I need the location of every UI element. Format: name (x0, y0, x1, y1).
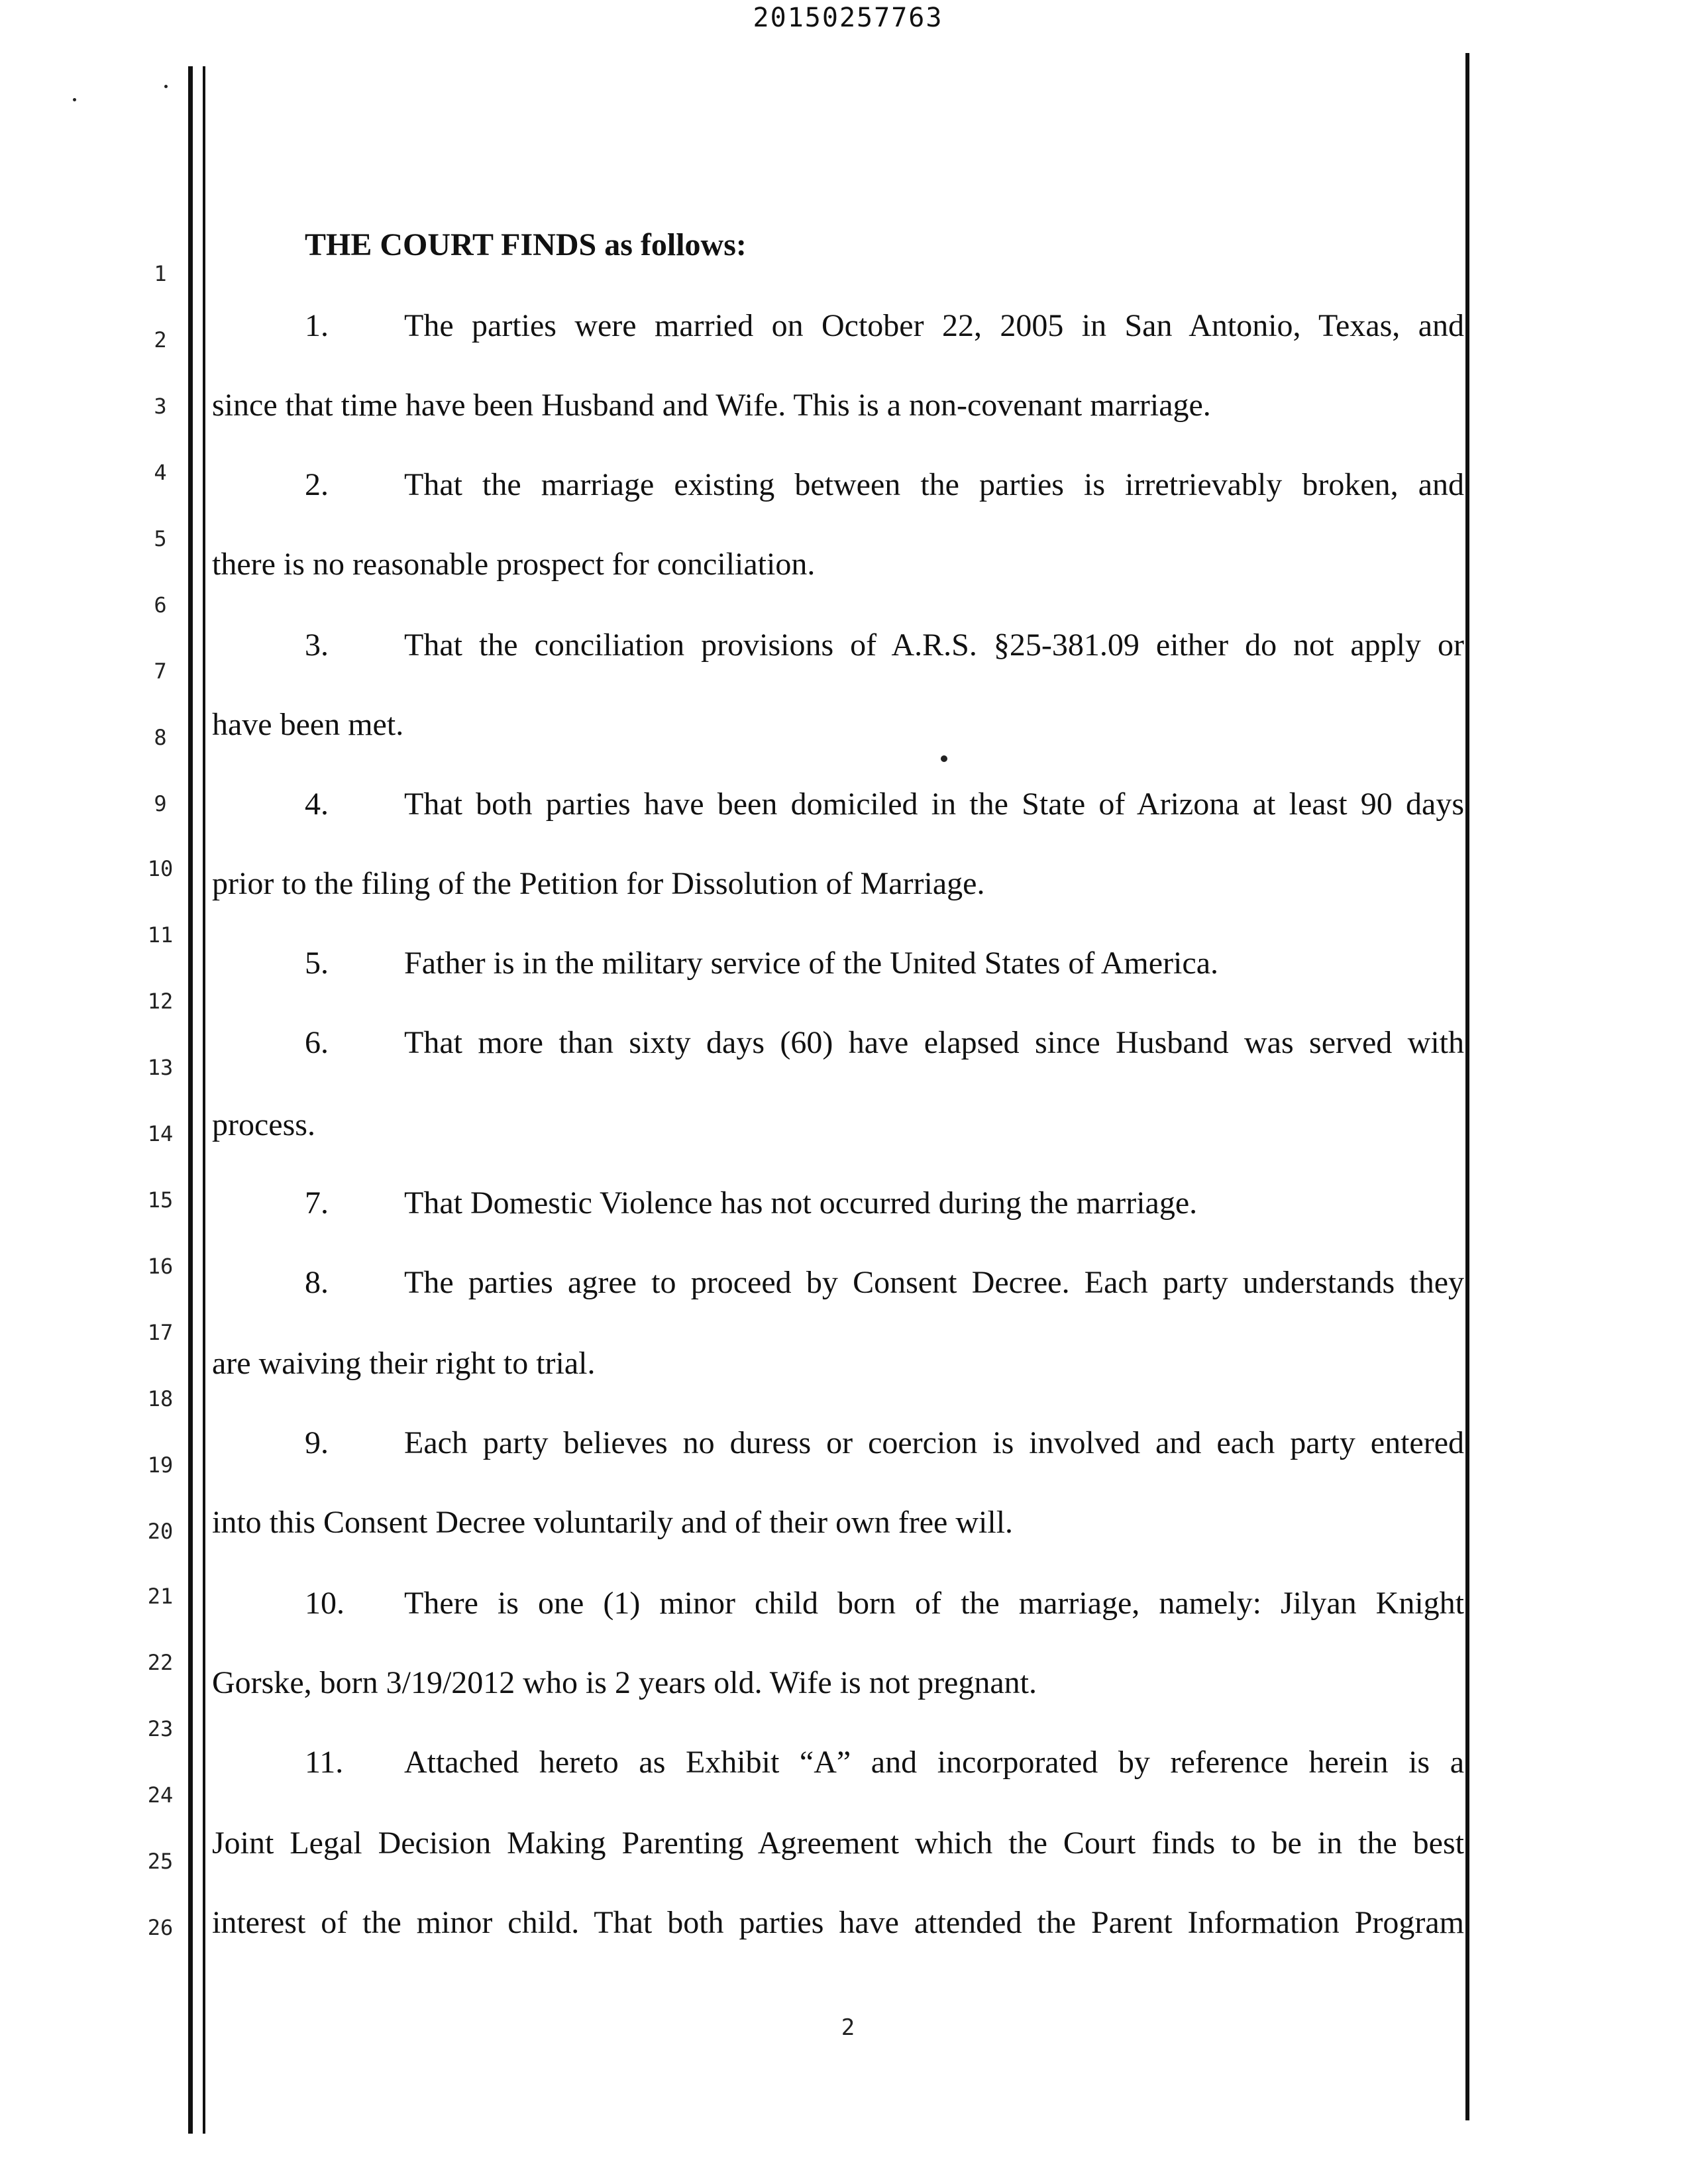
paragraph-number: 7. (305, 1185, 329, 1221)
line-number: 24 (147, 1782, 174, 1808)
line-number: 11 (147, 922, 174, 948)
page-heading (305, 225, 1557, 265)
heading-bold: THE COURT FINDS (305, 227, 597, 262)
paragraph-text: Gorske, born 3/19/2012 who is 2 years old. Wife is not pregnant. (212, 1665, 1037, 1700)
line-number: 12 (147, 989, 174, 1014)
paragraph-text: Each party believes no duress or coercion is involved and each party entered (404, 1425, 1464, 1460)
paragraph-number: 8. (305, 1265, 329, 1300)
left-margin-rule-inner (203, 66, 205, 2134)
paragraph-text: prior to the filing of the Petition for Dissolution of Marriage. (212, 866, 985, 901)
paragraph-number: 4. (305, 787, 329, 822)
paragraph-number: 2. (305, 467, 329, 502)
line-number: 17 (147, 1320, 174, 1345)
paragraph-text: The parties were married on October 22, 2005 in San Antonio, Texas, and (404, 308, 1464, 343)
paragraph-text: That more than sixty days (60) have elapsed since Husband was served with (404, 1025, 1464, 1060)
paragraph-text: Joint Legal Decision Making Parenting Agreement which the Court finds to be in the best (212, 1826, 1464, 1861)
line-number: 20 (147, 1519, 174, 1544)
line-number: 23 (147, 1716, 174, 1741)
scan-speck (941, 755, 947, 762)
line-number: 13 (147, 1055, 174, 1080)
paragraph-text: That the conciliation provisions of A.R.S. §25-381.09 either do not apply or (404, 628, 1464, 663)
paragraph-number: 11. (305, 1745, 344, 1780)
paragraph-text: have been met. (212, 707, 404, 742)
line-number: 18 (147, 1386, 174, 1411)
right-margin-rule (1465, 53, 1469, 2120)
line-number: 7 (154, 659, 167, 684)
page-number: 2 (841, 2014, 855, 2041)
paragraph-text: there is no reasonable prospect for conciliation. (212, 547, 816, 582)
line-number: 6 (154, 592, 167, 618)
line-number: 8 (154, 725, 167, 750)
line-number: 21 (147, 1584, 174, 1609)
paragraph-number: 5. (305, 946, 329, 981)
paragraph-number: 1. (305, 308, 329, 343)
paragraph-number: 9. (305, 1425, 329, 1460)
scan-speck (164, 85, 168, 88)
paragraph-number: 10. (305, 1586, 344, 1621)
scan-speck (73, 98, 76, 101)
paragraph-text: That the marriage existing between the parties is irretrievably broken, and (404, 467, 1464, 502)
paragraph-text: process. (212, 1107, 315, 1142)
line-number: 16 (147, 1254, 174, 1279)
line-number: 1 (154, 261, 167, 286)
paragraph-text: The parties agree to proceed by Consent Decree. Each party understands they (404, 1265, 1464, 1300)
line-number: 22 (147, 1650, 174, 1675)
paragraph-text: interest of the minor child. That both parties have attended the Parent Information Program (212, 1905, 1464, 1940)
line-number: 19 (147, 1452, 174, 1478)
paragraph-text: since that time have been Husband and Wife. This is a non-covenant marriage. (212, 388, 1211, 423)
paragraph-text: That Domestic Violence has not occurred during the marriage. (404, 1185, 1198, 1221)
paragraph-number: 3. (305, 628, 329, 663)
line-number: 9 (154, 791, 167, 816)
line-number: 26 (147, 1915, 174, 1940)
line-number: 4 (154, 460, 167, 485)
line-number: 3 (154, 394, 167, 419)
line-number: 10 (147, 856, 174, 881)
line-number: 5 (154, 526, 167, 551)
line-number: 2 (154, 327, 167, 353)
paragraph-number: 6. (305, 1025, 329, 1060)
paragraph-text: There is one (1) minor child born of the marriage, namely: Jilyan Knight (404, 1586, 1464, 1621)
paragraph-text: That both parties have been domiciled in the State of Arizona at least 90 days (404, 787, 1464, 822)
line-number: 25 (147, 1849, 174, 1874)
heading-rest: as follows: (596, 227, 747, 262)
document-number: 20150257763 (753, 3, 943, 33)
line-number: 14 (147, 1121, 174, 1146)
line-number: 15 (147, 1187, 174, 1213)
paragraph-text: Attached hereto as Exhibit “A” and incorporated by reference herein is a (404, 1745, 1464, 1780)
paragraph-text: are waiving their right to trial. (212, 1346, 596, 1381)
paragraph-text: into this Consent Decree voluntarily and of their own free will. (212, 1505, 1014, 1540)
paragraph-text: Father is in the military service of the United States of America. (404, 946, 1218, 981)
left-margin-rule (188, 66, 193, 2134)
